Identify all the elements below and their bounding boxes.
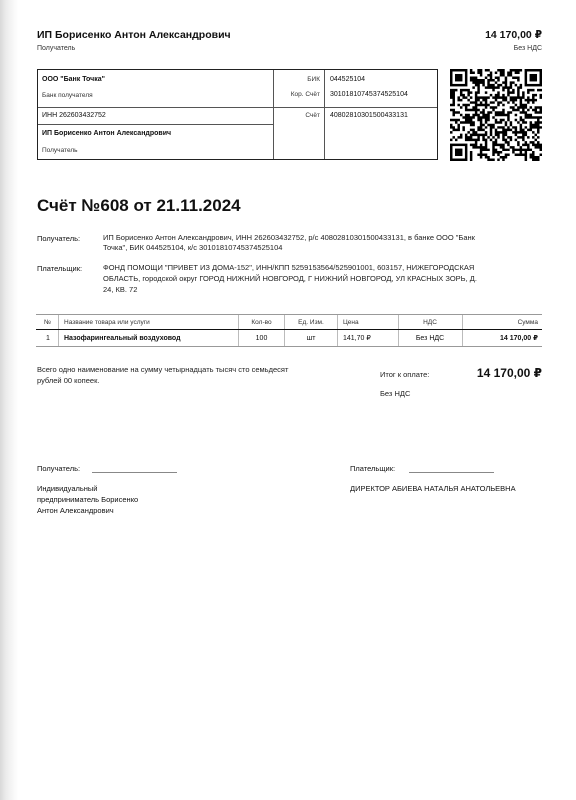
page-edge-shadow	[0, 0, 18, 800]
col-header-unit: Ед. Изм.	[298, 318, 324, 326]
bank-name: ООО "Банк Точка"	[42, 76, 105, 83]
signature-payer-name: ДИРЕКТОР АБИЕВА НАТАЛЬЯ АНАТОЛЬЕВНА	[350, 484, 516, 493]
signature-payer-line	[409, 472, 494, 473]
col-header-vat: НДС	[423, 318, 437, 326]
account-value: 40802810301500433131	[330, 112, 408, 119]
total-label: Итог к оплате:	[380, 370, 430, 379]
recipient-label: Получатель:	[37, 234, 81, 243]
signature-recipient-line2: предприниматель Борисенко	[37, 495, 139, 504]
bank-caption: Банк получателя	[42, 92, 93, 99]
col-header-number: №	[44, 318, 51, 326]
header-vat-note: Без НДС	[513, 45, 542, 52]
row-price: 141,70 ₽	[343, 335, 371, 342]
corr-account-value: 30101810745374525104	[330, 91, 408, 98]
payer-details-line1: ФОНД ПОМОЩИ "ПРИВЕТ ИЗ ДОМА-152", ИНН/КПП 5259153564/525901001, 603157, НИЖЕГОРОДСКАЯ	[103, 263, 475, 272]
payer-details-line2: ОБЛАСТЬ, городской округ ГОРОД НИЖНИЙ НОВГОРОД, Г НИЖНИЙ НОВГОРОД, УЛ КРАСНЫХ ЗОРЬ, Д.	[103, 274, 477, 283]
header-recipient-name: ИП Борисенко Антон Александрович	[37, 29, 231, 41]
header-amount: 14 170,00 ₽	[485, 29, 542, 41]
row-qty: 100	[255, 334, 268, 342]
col-header-qty: Кол-во	[251, 318, 272, 326]
bank-recipient-caption: Получатель	[42, 147, 78, 154]
table-header-row	[36, 314, 542, 330]
items-table	[36, 314, 542, 347]
bik-value: 044525104	[330, 76, 366, 83]
row-sum: 14 170,00 ₽	[500, 335, 538, 342]
total-value: 14 170,00 ₽	[476, 366, 542, 380]
recipient-details-line2: Точка", БИК 044525104, к/с 30101810745374525104	[103, 243, 283, 252]
recipient-details-line1: ИП Борисенко Антон Александрович, ИНН 262603432752, р/с 40802810301500433131, в банке ООО "Банк	[103, 233, 475, 242]
inn-line: ИНН 262603432752	[42, 112, 106, 119]
row-vat: Без НДС	[415, 334, 445, 342]
invoice-title: Счёт №608 от 21.11.2024	[37, 196, 241, 215]
row-unit: шт	[306, 334, 316, 342]
table-row	[36, 330, 542, 347]
payer-details-line3: 24, КВ. 72	[103, 285, 138, 294]
total-vat-note: Без НДС	[380, 389, 411, 398]
account-label: Счёт	[305, 112, 320, 119]
signature-payer-label: Плательщик:	[350, 464, 396, 473]
total-in-words-line1: Всего одно наименование на сумму четырнадцать тысяч сто семьдесят	[37, 365, 289, 374]
col-header-price: Цена	[343, 318, 359, 326]
payer-label: Плательщик:	[37, 264, 83, 273]
qr-code-icon	[450, 69, 542, 161]
signature-recipient-line3: Антон Александрович	[37, 506, 114, 515]
bik-label: БИК	[307, 76, 320, 83]
bank-details-box	[37, 69, 438, 160]
header-recipient-caption: Получатель	[37, 45, 76, 52]
col-header-sum: Сумма	[517, 318, 538, 326]
total-in-words-line2: рублей 00 копеек.	[37, 376, 100, 385]
corr-account-label: Кор. Счёт	[290, 91, 320, 98]
signature-recipient-line	[92, 472, 177, 473]
bank-recipient-name: ИП Борисенко Антон Александрович	[42, 130, 172, 137]
col-header-name: Название товара или услуги	[64, 318, 150, 326]
signature-recipient-label: Получатель:	[37, 464, 81, 473]
row-number: 1	[46, 334, 50, 342]
row-item-name: Назофарингеальный воздуховод	[64, 334, 181, 342]
signature-recipient-line1: Индивидуальный	[37, 484, 98, 493]
